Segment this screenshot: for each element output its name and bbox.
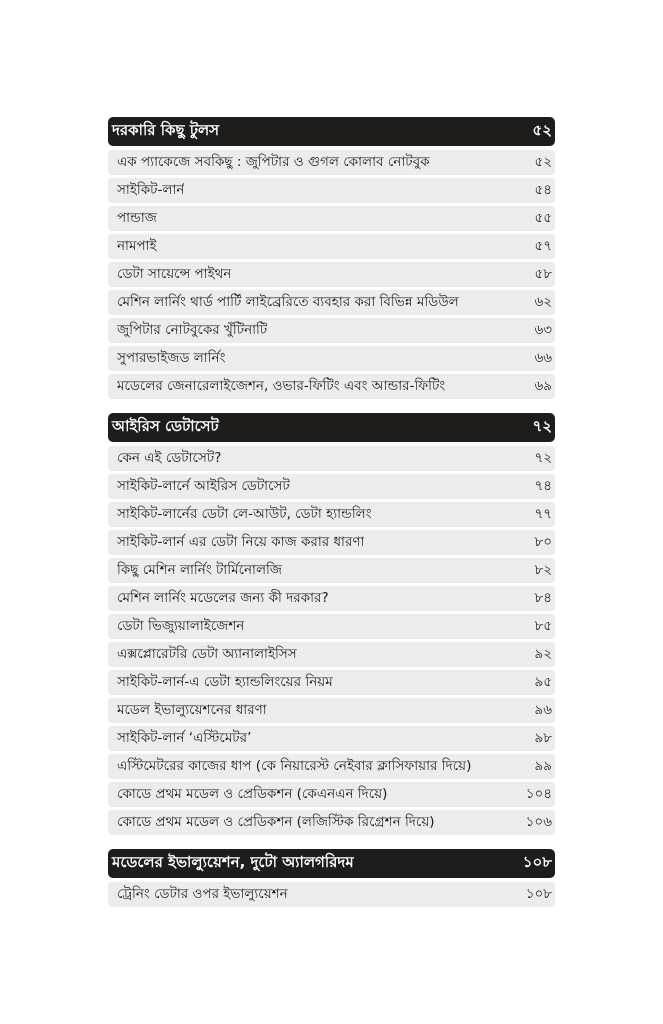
toc-entry[interactable] — [108, 558, 555, 583]
entry-page-number: ৯৯ — [534, 758, 552, 774]
entry-page-number: ৯২ — [534, 646, 552, 662]
entry-title: মেশিন লার্নিং থার্ড পার্টি লাইব্রেরিতে ব্যবহার করা বিভিন্ন মডিউল — [117, 294, 459, 310]
entry-page-number: ৯৬ — [534, 702, 552, 718]
entry-title: সাইকিট-লার্ন ‘এস্টিমেটর’ — [117, 730, 252, 746]
entry-page-number: ৮৪ — [534, 590, 552, 606]
entry-title: নামপাই — [117, 238, 157, 254]
entry-title: ডেটা সায়েন্সে পাইথন — [117, 266, 232, 282]
toc-entry[interactable] — [108, 642, 555, 667]
table-of-contents — [108, 117, 555, 921]
toc-section — [108, 117, 555, 399]
toc-entry[interactable] — [108, 698, 555, 723]
entry-page-number: ৮০ — [534, 534, 552, 550]
entry-title: এক প্যাকেজে সবকিছু : জুপিটার ও গুগল কোলাব নোটবুক — [117, 154, 430, 170]
entry-title: ট্রেনিং ডেটার ওপর ইভাল্যুয়েশন — [117, 886, 288, 902]
toc-entry[interactable] — [108, 178, 555, 203]
entry-title: সাইকিট-লার্ন — [117, 182, 185, 198]
toc-entry[interactable] — [108, 614, 555, 639]
entry-title: কেন এই ডেটাসেট? — [117, 450, 222, 466]
section-header[interactable] — [108, 849, 555, 878]
toc-entry[interactable] — [108, 670, 555, 695]
toc-entry[interactable] — [108, 754, 555, 779]
toc-entry[interactable] — [108, 446, 555, 471]
section-page-number: ৭২ — [532, 417, 552, 435]
section-title: মডেলের ইভাল্যুয়েশন, দুটো অ্যালগরিদম — [112, 853, 354, 871]
toc-entry[interactable] — [108, 530, 555, 555]
toc-entry[interactable] — [108, 234, 555, 259]
toc-entry[interactable] — [108, 206, 555, 231]
entry-page-number: ১০৪ — [525, 786, 552, 802]
entry-title: এক্সপ্লোরেটরি ডেটা অ্যানালাইসিস — [117, 646, 297, 662]
section-page-number: ১০৮ — [522, 853, 552, 871]
toc-entry[interactable] — [108, 346, 555, 371]
entry-title: মডেল ইভাল্যুয়েশনের ধারণা — [117, 702, 267, 718]
entry-title: জুপিটার নোটবুকের খুঁটিনাটি — [117, 322, 268, 338]
entry-title: মেশিন লার্নিং মডেলের জন্য কী দরকার? — [117, 590, 329, 606]
entry-page-number: ৭২ — [534, 450, 552, 466]
entry-page-number: ১০৬ — [525, 814, 552, 830]
entry-title: পান্ডাজ — [117, 210, 157, 226]
toc-entry[interactable] — [108, 882, 555, 907]
entry-title: ডেটা ভিজ্যুয়ালাইজেশন — [117, 618, 245, 634]
entry-title: এস্টিমেটরের কাজের ধাপ (কে নিয়ারেস্ট নেইবার ক্লাসিফায়ার দিয়ে) — [117, 758, 472, 774]
entry-page-number: ৯৮ — [534, 730, 552, 746]
entry-page-number: ৬৬ — [534, 350, 552, 366]
toc-entry[interactable] — [108, 262, 555, 287]
toc-entry[interactable] — [108, 374, 555, 399]
entry-title: সাইকিট-লার্ন এর ডেটা নিয়ে কাজ করার ধারণা — [117, 534, 365, 550]
entry-page-number: ৬২ — [534, 294, 552, 310]
toc-entry[interactable] — [108, 782, 555, 807]
section-header[interactable] — [108, 413, 555, 442]
entry-page-number: ৫৪ — [534, 182, 552, 198]
toc-section — [108, 413, 555, 835]
entry-page-number: ৯৫ — [534, 674, 552, 690]
entry-title: সাইকিট-লার্নে আইরিস ডেটাসেট — [117, 478, 290, 494]
section-title: দরকারি কিছু টুলস — [112, 121, 220, 139]
entry-title: কোডে প্রথম মডেল ও প্রেডিকশন (লজিস্টিক রিগ্রেশন দিয়ে) — [117, 814, 435, 830]
section-title: আইরিস ডেটাসেট — [112, 417, 219, 435]
toc-section — [108, 849, 555, 907]
entry-page-number: ৮২ — [534, 562, 552, 578]
toc-entry[interactable] — [108, 474, 555, 499]
entry-title: সুপারভাইজড লার্নিং — [117, 350, 226, 366]
entry-title: সাইকিট-লার্নের ডেটা লে-আউট, ডেটা হ্যান্ডলিং — [117, 506, 372, 522]
entry-page-number: ৬৯ — [534, 378, 552, 394]
toc-entry[interactable] — [108, 150, 555, 175]
entry-title: কিছু মেশিন লার্নিং টার্মিনোলজি — [117, 562, 282, 578]
entry-title: মডেলের জেনারেলাইজেশন, ওভার-ফিটিং এবং আন্ডার-ফিটিং — [117, 378, 446, 394]
entry-page-number: ৫২ — [534, 154, 552, 170]
entry-page-number: ৭৪ — [534, 478, 552, 494]
toc-entry[interactable] — [108, 726, 555, 751]
entry-page-number: ৬৩ — [534, 322, 552, 338]
entry-page-number: ৭৭ — [534, 506, 552, 522]
toc-entry[interactable] — [108, 586, 555, 611]
toc-entry[interactable] — [108, 810, 555, 835]
section-header[interactable] — [108, 117, 555, 146]
toc-entry[interactable] — [108, 502, 555, 527]
entry-page-number: ৫৫ — [534, 210, 552, 226]
entry-page-number: ১০৮ — [525, 886, 552, 902]
entry-title: কোডে প্রথম মডেল ও প্রেডিকশন (কেএনএন দিয়ে) — [117, 786, 388, 802]
toc-entry[interactable] — [108, 318, 555, 343]
section-page-number: ৫২ — [532, 121, 552, 139]
entry-page-number: ৫৭ — [534, 238, 552, 254]
toc-entry[interactable] — [108, 290, 555, 315]
entry-page-number: ৮৫ — [534, 618, 552, 634]
entry-title: সাইকিট-লার্ন-এ ডেটা হ্যান্ডলিংয়ের নিয়ম — [117, 674, 333, 690]
entry-page-number: ৫৮ — [534, 266, 552, 282]
